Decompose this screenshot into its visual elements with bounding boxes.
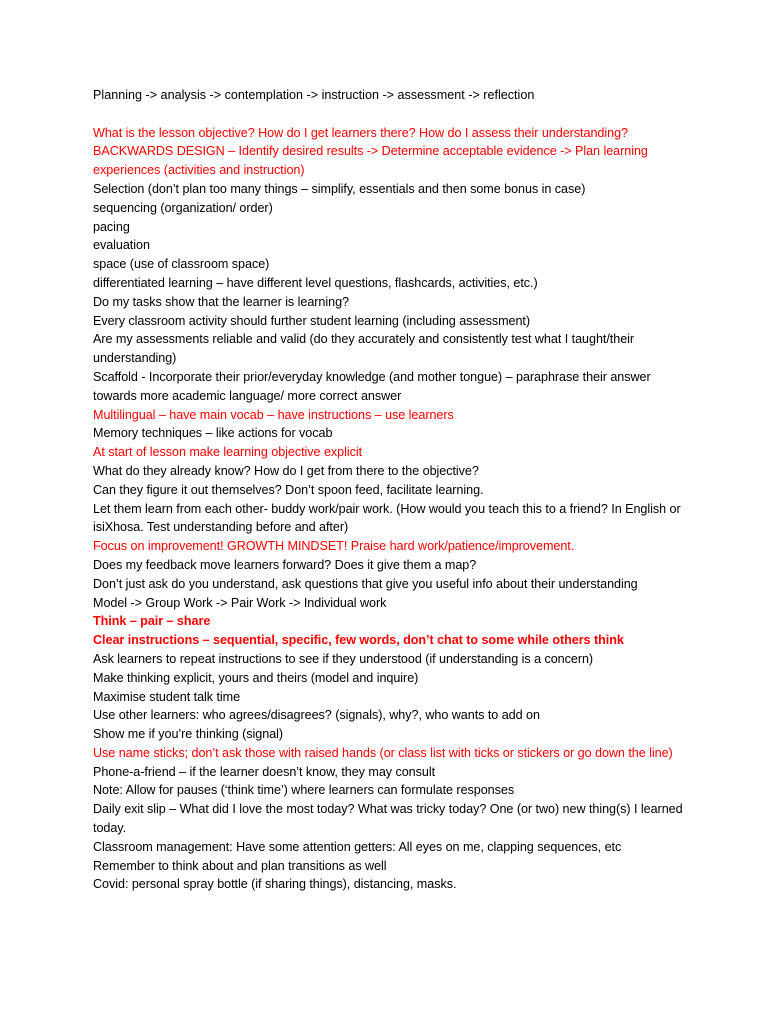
process-header: Planning -> analysis -> contemplation -> instruction -> assessment -> reflection: [93, 88, 535, 102]
note-line: Maximise student talk time: [93, 689, 241, 704]
note-line: differentiated learning – have different level questions, flashcards, activities, etc.): [93, 275, 538, 290]
note-line: Memory techniques – like actions for vocab: [93, 426, 333, 441]
note-line: Does my feedback move learners forward? Does it give them a map?: [93, 557, 477, 572]
note-line: Use other learners: who agrees/disagrees? (signals), why?, who wants to add on: [93, 708, 540, 723]
note-line: Selection (don’t plan too many things – simplify, essentials and then some bonus in case): [93, 181, 586, 196]
note-line: Model -> Group Work -> Pair Work -> Individual work: [93, 595, 387, 610]
note-line: Remember to think about and plan transitions as well: [93, 858, 387, 873]
note-line: Ask learners to repeat instructions to see if they understood (if understanding is a concern): [93, 651, 594, 666]
note-line: Scaffold - Incorporate their prior/everyday knowledge (and mother tongue) – paraphrase their answer towards more academic language/ more correct answer: [93, 369, 651, 403]
note-line: space (use of classroom space): [93, 257, 270, 272]
note-line: Covid: personal spray bottle (if sharing things), distancing, masks.: [93, 877, 457, 892]
document-page: [93, 86, 693, 894]
note-line: What do they already know? How do I get from there to the objective?: [93, 463, 479, 478]
note-line: BACKWARDS DESIGN – Identify desired results -> Determine acceptable evidence -> Plan learning experiences (activities and instruction): [93, 144, 648, 178]
note-line: Do my tasks show that the learner is learning?: [93, 294, 349, 309]
note-line: Don’t just ask do you understand, ask questions that give you useful info about their understanding: [93, 576, 638, 591]
notes-list: [93, 124, 693, 895]
note-line: Daily exit slip – What did I love the most today? What was tricky today? One (or two) new thing(s) I learned today.: [93, 802, 683, 836]
note-line: evaluation: [93, 238, 150, 253]
note-line: Clear instructions – sequential, specific, few words, don’t chat to some while others think: [93, 633, 624, 648]
note-line: Note: Allow for pauses (‘think time’) where learners can formulate responses: [93, 783, 515, 798]
note-line: Make thinking explicit, yours and theirs (model and inquire): [93, 670, 419, 685]
note-line: Are my assessments reliable and valid (do they accurately and consistently test what I taught/their understanding): [93, 332, 635, 366]
note-line: Phone-a-friend – if the learner doesn’t know, they may consult: [93, 764, 436, 779]
note-line: Can they figure it out themselves? Don’t spoon feed, facilitate learning.: [93, 482, 484, 497]
note-line: Multilingual – have main vocab – have instructions – use learners: [93, 407, 454, 422]
note-line: Use name sticks; don’t ask those with raised hands (or class list with ticks or stickers or go down the line): [93, 745, 673, 760]
note-line: What is the lesson objective? How do I get learners there? How do I assess their understanding?: [93, 125, 628, 140]
note-line: pacing: [93, 219, 130, 234]
note-line: At start of lesson make learning objective explicit: [93, 445, 363, 460]
note-line: Classroom management: Have some attention getters: All eyes on me, clapping sequences, etc: [93, 839, 622, 854]
note-line: Think – pair – share: [93, 614, 211, 629]
note-line: Focus on improvement! GROWTH MINDSET! Praise hard work/patience/improvement.: [93, 539, 575, 554]
note-line: sequencing (organization/ order): [93, 200, 273, 215]
note-line: Show me if you’re thinking (signal): [93, 727, 284, 742]
note-line: Every classroom activity should further student learning (including assessment): [93, 313, 531, 328]
note-line: Let them learn from each other- buddy work/pair work. (How would you teach this to a friend? In English or isiXhosa. Test understanding before and after): [93, 501, 681, 535]
